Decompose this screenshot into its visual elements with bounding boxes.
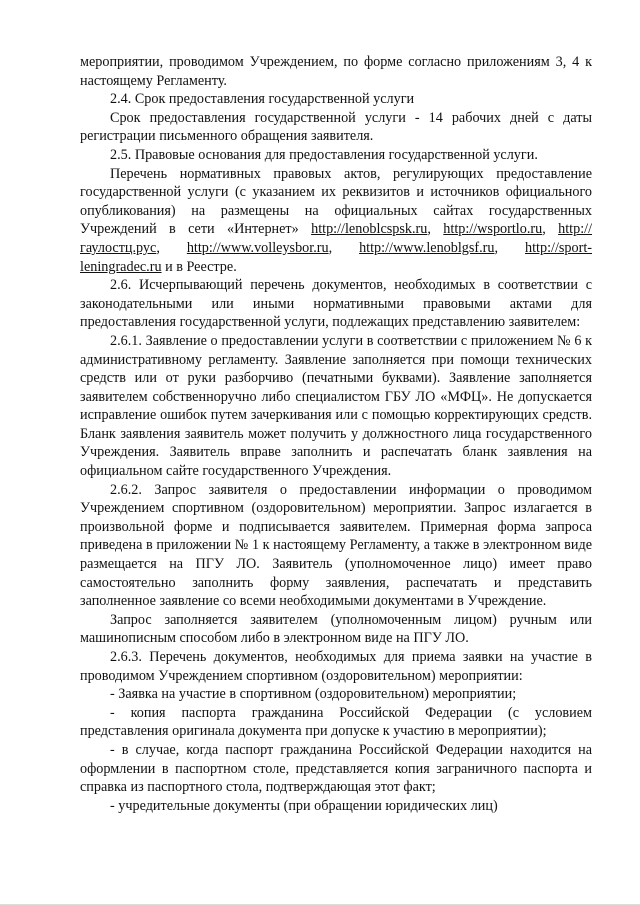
section-heading-2-6: 2.6. Исчерпывающий перечень документов, необходимых в соответствии с законодательными или иными нормативными правовыми актами для предоставления государственной услуги, подлежащих представлению заявителем: [80, 277, 592, 331]
link-wsportlo[interactable]: http://wsportlo.ru [443, 221, 543, 238]
link-volleysbor[interactable]: http://www.volleysbor.ru [186, 239, 329, 256]
paragraph-2-6-3: 2.6.3. Перечень документов, необходимых для приема заявки на участие в проводимом Учреждением спортивном (оздоровительном) мероприятии: [80, 649, 592, 684]
paragraph-legal-acts: Перечень нормативных правовых актов, регулирующих предоставление государственной услуги (с указанием их реквизитов и источников официального опубликования) на размещены на официальных сайтах государственных Учреждений в сети «Интернет» http://lenoblcspsk.ru, http://wsportlo.ru, http://гаулостц.рус, http://www.volleysbor.ru, http://www.lenoblgsf.ru, http://sport-leningradec.ru и в Реестре. [80, 165, 593, 275]
section-heading-2-5: 2.5. Правовые основания для предоставления государственной услуги. [110, 146, 538, 163]
link-lenoblcspsk[interactable]: http://lenoblcspsk.ru [311, 221, 428, 238]
paragraph-2-6-2: 2.6.2. Запрос заявителя о предоставлении информации о проводимом Учреждением спортивном (оздоровительном) мероприятии. Запрос излагается в произвольной форме и подписывается заявителем. Примерная форма запроса приведена в приложении № 1 к настоящему Регламенту, а также в электронном виде размещается на ПГУ ЛО. Заявитель (уполномоченное лицо) имеет право самостоятельно заполнить форму заявления, распечатать и представить заполненное заявление со всеми необходимыми документами в Учреждение. [80, 481, 592, 610]
list-item-passport-pending: - в случае, когда паспорт гражданина Российской Федерации находится на оформлении в паспортном столе, представляется копия заграничного паспорта и справка из паспортного стола, подтверждающая этот факт; [80, 741, 592, 796]
link-gaulostc[interactable]: http://гаулостц.рус [80, 221, 593, 256]
link-sport-leningradec[interactable]: http://sport-leningradec.ru [80, 239, 593, 275]
list-item-application: - Заявка на участие в спортивном (оздоровительном) мероприятии; [110, 686, 517, 703]
paragraph-service-term: Срок предоставления государственной услуги - 14 рабочих дней с даты регистрации письменного обращения заявителя. [80, 109, 592, 145]
link-lenoblgsf[interactable]: http://www.lenoblgsf.ru [359, 239, 495, 256]
legal-acts-text: Перечень нормативных правовых актов, регулирующих предоставление государственной услуги (с указанием их реквизитов и источников официального опубликования) на размещены на официальных сайтах государственных Учреждений в сети «Интернет» [80, 165, 592, 238]
paragraph-continuation: мероприятии, проводимом Учреждением, по форме согласно приложениям 3, 4 к настоящему Регламенту. [80, 54, 592, 89]
list-item-passport-copy: - копия паспорта гражданина Российской Федерации (с условием представления оригинала документа при допуске к участию в мероприятии); [80, 704, 592, 740]
legal-acts-tail: и в Реестре. [165, 258, 237, 275]
list-item-founding-docs: - учредительные документы (при обращении юридических лиц) [110, 797, 498, 814]
paragraph-2-6-1: 2.6.1. Заявление о предоставлении услуги в соответствии с приложением № 6 к административному регламенту. Заявление заполняется при помощи технических средств или от руки разборчиво (печатными буквами). Заявление заполняется заявителем собственноручно либо специалистом ГБУ ЛО «МФЦ». Не допускается исправление ошибок путем зачеркивания или с помощью корректирующих средств. Бланк заявления заявитель может получить у должностного лица государственного Учреждения. Заявитель вправе заполнить и распечатать бланк заявления на официальном сайте государственного Учреждения. [80, 332, 592, 480]
section-heading-2-4: 2.4. Срок предоставления государственной услуги [110, 91, 415, 108]
paragraph-request-filling: Запрос заполняется заявителем (уполномоченным лицом) ручным или машинописным способом либо в электронном виде на ПГУ ЛО. [80, 611, 592, 647]
